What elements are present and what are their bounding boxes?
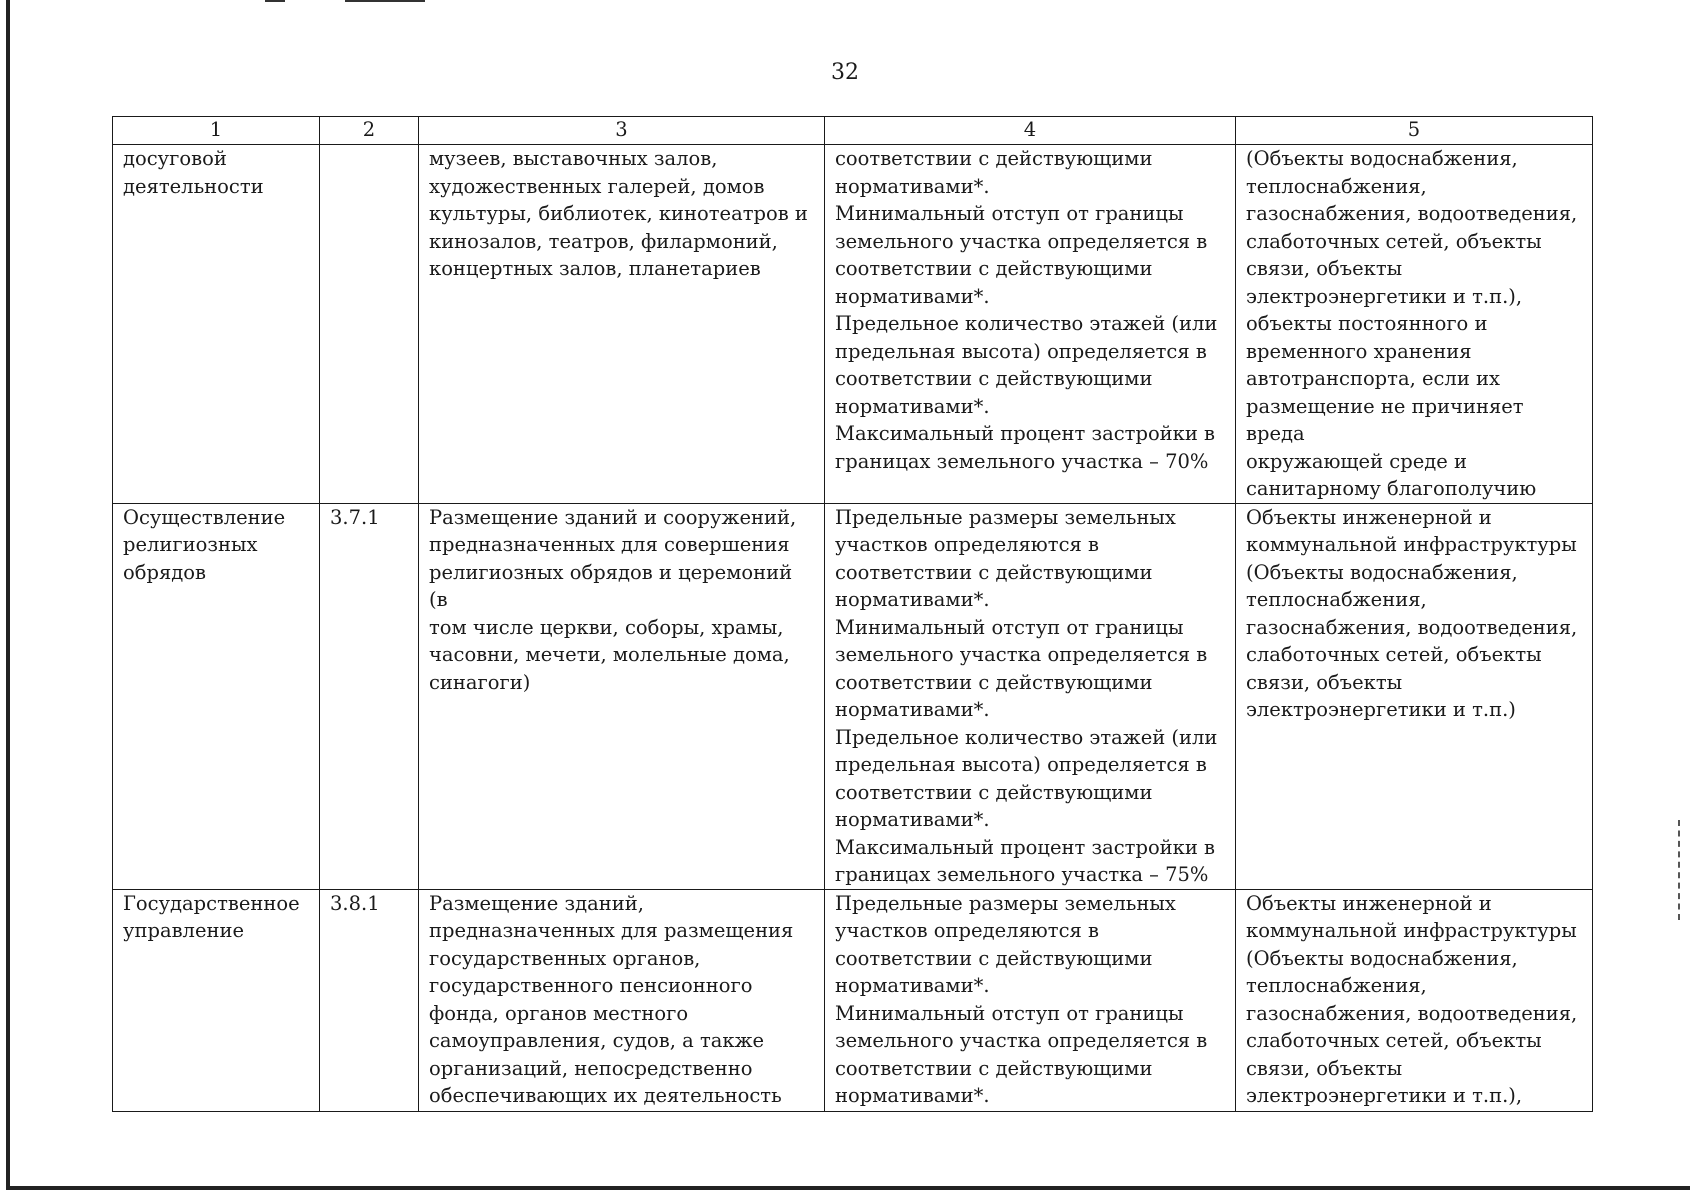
table-row [113, 889, 1593, 1111]
use-name-cell [113, 145, 320, 504]
table-row [113, 145, 1593, 504]
parameters: Предельные размеры земельных участков определяются в соответствии с действующими нормативами*. Минимальный отступ от границы земельного участка определяется в соответствии с действующими нормативами*. [835, 891, 1208, 1107]
page-number: 32 [831, 60, 859, 85]
header-cell-1: 1 [113, 117, 320, 145]
zoning-table [112, 116, 1593, 1112]
use-name: досуговой деятельности [123, 147, 264, 198]
use-description-cell [419, 503, 825, 889]
parameters-cell [825, 889, 1236, 1111]
use-name: Государственное управление [123, 891, 300, 942]
scan-mark-right [1678, 820, 1682, 920]
header-cell-5: 5 [1236, 117, 1593, 145]
auxiliary-uses: Объекты инженерной и коммунальной инфраструктуры (Объекты водоснабжения, теплоснабжения, газоснабжения, водоотведения, слаботочных сетей, объекты связи, объекты электроэнергетики и т.п.) [1246, 505, 1578, 721]
use-description: Размещение зданий и сооружений, предназначенных для совершения религиозных обрядов и церемоний (в том числе церкви, соборы, храмы, часовни, мечети, молельные дома, синагоги) [429, 505, 797, 694]
use-code-cell [320, 145, 419, 504]
auxiliary-uses-cell [1236, 145, 1593, 504]
scan-border-bottom [6, 1186, 1690, 1190]
parameters-cell [825, 503, 1236, 889]
use-name: Осуществление религиозных обрядов [123, 505, 286, 584]
use-code: 3.8.1 [330, 891, 380, 915]
auxiliary-uses-cell [1236, 889, 1593, 1111]
header-row [113, 117, 1593, 145]
use-name-cell [113, 889, 320, 1111]
use-description-cell [419, 145, 825, 504]
parameters: Предельные размеры земельных участков определяются в соответствии с действующими нормативами*. Минимальный отступ от границы земельного участка определяется в соответствии с действующими нормативами*. Предельное количество этажей (или предельная высота) определяется в соответствии с действующими нормативами*. Максимальный процент застройки в границах земельного участка – 75% [835, 505, 1218, 886]
use-description: музеев, выставочных залов, художественных галерей, домов культуры, библиотек, кинотеатров и кинозалов, театров, филармоний, концертных залов, планетариев [429, 147, 808, 280]
scan-border-left [6, 0, 10, 1190]
use-name-cell [113, 503, 320, 889]
parameters: соответствии с действующими нормативами*. Минимальный отступ от границы земельного участка определяется в соответствии с действующими нормативами*. Предельное количество этажей (или предельная высота) определяется в соответствии с действующими нормативами*. Максимальный процент застройки в границах земельного участка – 70% [835, 147, 1218, 473]
scan-mark-top [345, 0, 425, 2]
parameters-cell [825, 145, 1236, 504]
use-code: 3.7.1 [330, 505, 380, 529]
auxiliary-uses: Объекты инженерной и коммунальной инфраструктуры (Объекты водоснабжения, теплоснабжения, газоснабжения, водоотведения, слаботочных сетей, объекты связи, объекты электроэнергетики и т.п.), [1246, 891, 1578, 1107]
use-code-cell [320, 503, 419, 889]
auxiliary-uses: (Объекты водоснабжения, теплоснабжения, газоснабжения, водоотведения, слаботочных сетей, объекты связи, объекты электроэнергетики и т.п.), объекты постоянного и временного хранения автотранспорта, если их размещение не причиняет вреда окружающей среде и санитарному благополучию [1246, 147, 1578, 500]
auxiliary-uses-cell [1236, 503, 1593, 889]
use-description: Размещение зданий, предназначенных для размещения государственных органов, государственного пенсионного фонда, органов местного самоуправления, судов, а также организаций, непосредственно обеспечивающих их деятельность [429, 891, 794, 1107]
scan-mark-top [265, 0, 285, 2]
header-cell-2: 2 [320, 117, 419, 145]
header-cell-4: 4 [825, 117, 1236, 145]
table-row [113, 503, 1593, 889]
header-cell-3: 3 [419, 117, 825, 145]
use-description-cell [419, 889, 825, 1111]
use-code-cell [320, 889, 419, 1111]
